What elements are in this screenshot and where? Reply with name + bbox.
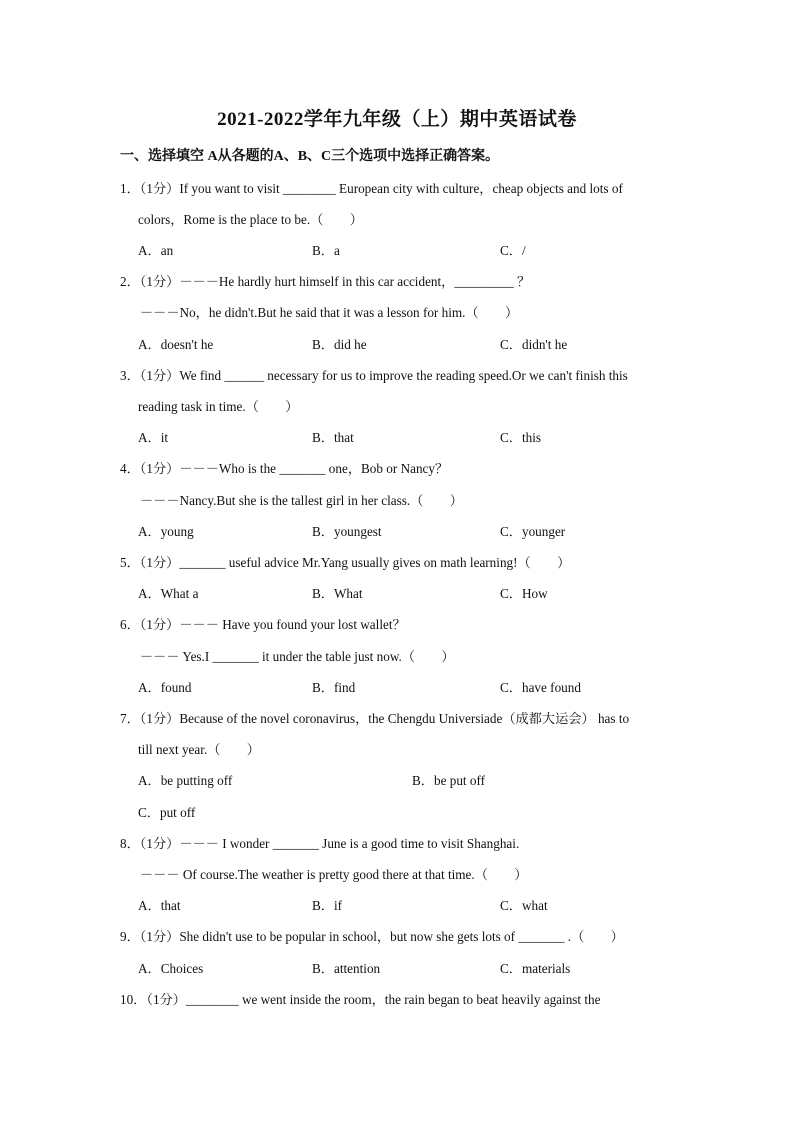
question-3-option-b: B．that	[312, 430, 354, 445]
question-9-text: 9．（1分）She didn't use to be popular in school，but now she gets lots of _______ .（ ）	[120, 929, 624, 944]
question-4-option-a: A．young	[138, 524, 194, 539]
question-2-option-a: A．doesn't he	[138, 337, 214, 352]
question-2-text-cont: －－－No，he didn't.But he said that it was a lesson for him.（ ）	[140, 305, 519, 320]
question-4-text: 4．（1分）－－－Who is the _______ one，Bob or Nancy？	[120, 461, 449, 476]
page-title: 2021-2022学年九年级（上）期中英语试卷	[217, 109, 577, 130]
question-5-option-b: B．What	[312, 586, 363, 601]
question-9-option-a: A．Choices	[138, 961, 204, 976]
question-1-option-b: B．a	[312, 243, 340, 258]
question-5-option-c: C．How	[500, 586, 548, 601]
question-6-text-cont: －－－ Yes.I _______ it under the table just now.（ ）	[140, 649, 455, 664]
question-7-option-b: B．be put off	[412, 773, 486, 788]
question-6-option-c: C．have found	[500, 680, 581, 695]
question-6-option-a: A．found	[138, 680, 192, 695]
question-8-option-b: B．if	[312, 898, 343, 913]
question-1-text-cont: colors，Rome is the place to be.（ ）	[138, 212, 363, 227]
question-5-text: 5．（1分）_______ useful advice Mr.Yang usually gives on math learning!（ ）	[120, 555, 571, 570]
question-1-option-a: A．an	[138, 243, 174, 258]
question-8-text: 8．（1分）－－－ I wonder _______ June is a good time to visit Shanghai.	[120, 836, 520, 851]
question-1-option-c: C．/	[500, 243, 526, 258]
question-2-text: 2．（1分）－－－He hardly hurt himself in this car accident，_________ ？	[120, 274, 531, 289]
question-1-text: 1．（1分）If you want to visit ________ European city with culture，cheap objects and lots of	[120, 181, 623, 196]
question-3-text: 3．（1分）We find ______ necessary for us to improve the reading speed.Or we can't finish this	[120, 368, 628, 383]
question-2-option-b: B．did he	[312, 337, 367, 352]
question-9-option-b: B．attention	[312, 961, 381, 976]
question-9-option-c: C．materials	[500, 961, 571, 976]
question-2-option-c: C．didn't he	[500, 337, 568, 352]
question-4-option-b: B．youngest	[312, 524, 382, 539]
question-4-text-cont: －－－Nancy.But she is the tallest girl in her class.（ ）	[140, 493, 463, 508]
question-3-text-cont: reading task in time.（ ）	[138, 399, 299, 414]
section-heading: 一、选择填空 A从各题的A、B、C三个选项中选择正确答案。	[120, 149, 500, 164]
question-8-option-a: A．that	[138, 898, 181, 913]
question-7-text-cont: till next year.（ ）	[138, 742, 260, 757]
question-6-text: 6．（1分）－－－ Have you found your lost wallet？	[120, 617, 406, 632]
question-8-option-c: C．what	[500, 898, 548, 913]
question-5-option-a: A．What a	[138, 586, 199, 601]
question-7-text: 7．（1分）Because of the novel coronavirus，the Chengdu Universiade（成都大运会） has to	[120, 711, 630, 726]
question-6-option-b: B．find	[312, 680, 356, 695]
question-4-option-c: C．younger	[500, 524, 566, 539]
question-7-option-c: C．put off	[138, 805, 196, 820]
question-7-option-a: A．be putting off	[138, 773, 233, 788]
question-8-text-cont: －－－ Of course.The weather is pretty good there at that time.（ ）	[140, 867, 528, 882]
question-10-text: 10．（1分）________ we went inside the room，the rain began to beat heavily against the	[120, 992, 601, 1007]
question-3-option-a: A．it	[138, 430, 169, 445]
question-3-option-c: C．this	[500, 430, 542, 445]
